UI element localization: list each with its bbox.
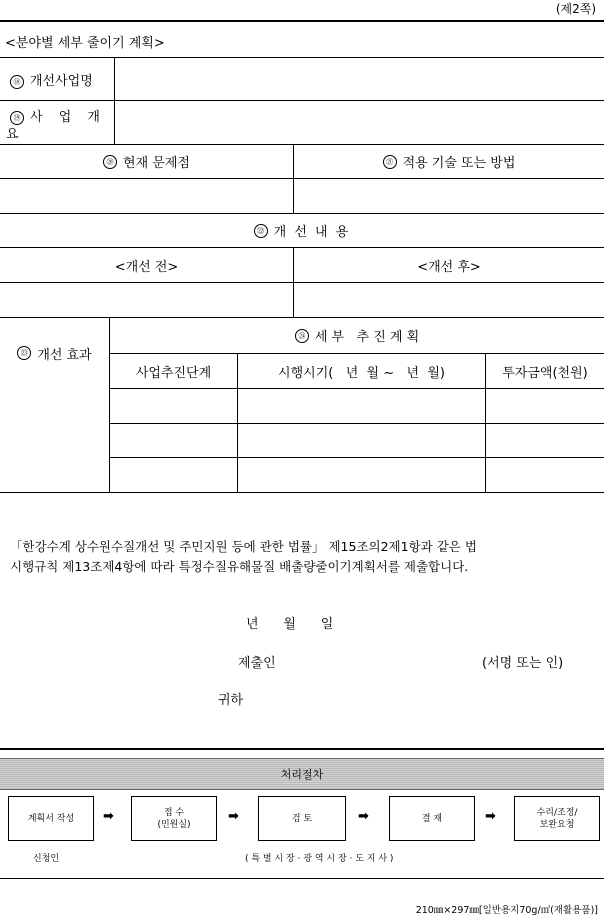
form-bottom-border [0, 748, 604, 750]
project-name-field[interactable] [116, 59, 602, 99]
process-step-plan: 계획서 작성 [8, 796, 94, 841]
statement-line-2: 시행규칙 제13조제4항에 따라 특정수질유해물질 배출량줄이기계획서를 제출합니다. [10, 559, 469, 574]
column-stage: 사업추진단계 [135, 365, 212, 381]
current-problem-header: ⑳ 현재 문제점 [0, 145, 293, 178]
page-label: (제2쪽) [555, 2, 596, 16]
process-bottom-line [0, 878, 604, 879]
project-summary-field[interactable] [116, 102, 602, 143]
field-project-summary-label: ⑲ 사 업 개 [10, 106, 106, 125]
before-improvement-field[interactable] [1, 284, 292, 316]
number-22-icon: ㉒ [254, 224, 268, 238]
section-title: <분야별 세부 줄이기 계획> [5, 36, 165, 51]
paper-spec-footer: 210㎜×297㎜[일반용지70g/㎡(재활용품)] [415, 905, 598, 916]
plan-row-1-stage[interactable] [111, 390, 236, 422]
plan-row-3-period[interactable] [239, 459, 484, 491]
improvement-effect-label: ㉓ 개선 효과 [0, 318, 109, 388]
arrow-right-icon: ➡ [103, 809, 114, 824]
detailed-plan-header: ㉔ 세 부 추 진 계 획 [110, 318, 604, 353]
process-step-review: 검 토 [258, 796, 346, 841]
column-period: 시행시기( 년 월 ~ 년 월) [278, 365, 445, 381]
signature-label: (서명 또는 인) [482, 656, 564, 671]
number-19-icon: ⑲ [10, 111, 24, 125]
number-18-icon: ⑱ [10, 75, 24, 89]
field-project-name-label: ⑱ 개선사업명 [10, 70, 93, 89]
plan-row-2-amount[interactable] [487, 425, 603, 456]
applicant-label: 신청인 [33, 854, 60, 864]
number-23-icon: ㉓ [17, 346, 31, 360]
process-step-approval: 결 재 [389, 796, 475, 841]
submitter-label: 제출인 [238, 656, 276, 671]
before-improvement-header: <개선 전> [114, 259, 179, 275]
process-title: 처리절차 [280, 768, 324, 781]
number-20-icon: ⑳ [103, 155, 117, 169]
form-top-border [0, 20, 604, 22]
improvement-content-header: ㉒ 개 선 내 용 [0, 214, 604, 247]
plan-row-3-amount[interactable] [487, 459, 603, 491]
plan-row-3-stage[interactable] [111, 459, 236, 491]
plan-row-2-stage[interactable] [111, 425, 236, 456]
arrow-right-icon: ➡ [228, 809, 239, 824]
plan-row-2-period[interactable] [239, 425, 484, 456]
after-improvement-header: <개선 후> [417, 259, 481, 275]
applied-technology-header: ㉑ 적용 기술 또는 방법 [294, 145, 604, 178]
after-improvement-field[interactable] [295, 284, 603, 316]
number-24-icon: ㉔ [295, 329, 309, 343]
recipient-label: 귀하 [218, 693, 244, 708]
statement-line-1: 「한강수계 상수원수질개선 및 주민지원 등에 관한 법률」 제15조의2제1항과 같은 법 [10, 539, 477, 554]
current-problem-field[interactable] [1, 180, 292, 212]
process-step-receipt: 접 수 (민원실) [131, 796, 217, 841]
plan-row-1-amount[interactable] [487, 390, 603, 422]
applied-technology-field[interactable] [295, 180, 603, 212]
arrow-right-icon: ➡ [485, 809, 496, 824]
arrow-right-icon: ➡ [358, 809, 369, 824]
field-project-summary-label-2: 요 [6, 127, 19, 142]
number-21-icon: ㉑ [383, 155, 397, 169]
plan-row-1-period[interactable] [239, 390, 484, 422]
column-amount: 투자금액(천원) [502, 365, 588, 381]
date-line: 년 월 일 [246, 617, 334, 632]
process-step-acceptance: 수리/조정/ 보완요청 [514, 796, 600, 841]
authority-label: ( 특 별 시 장 · 광 역 시 장 · 도 지 사 ) [245, 854, 394, 864]
